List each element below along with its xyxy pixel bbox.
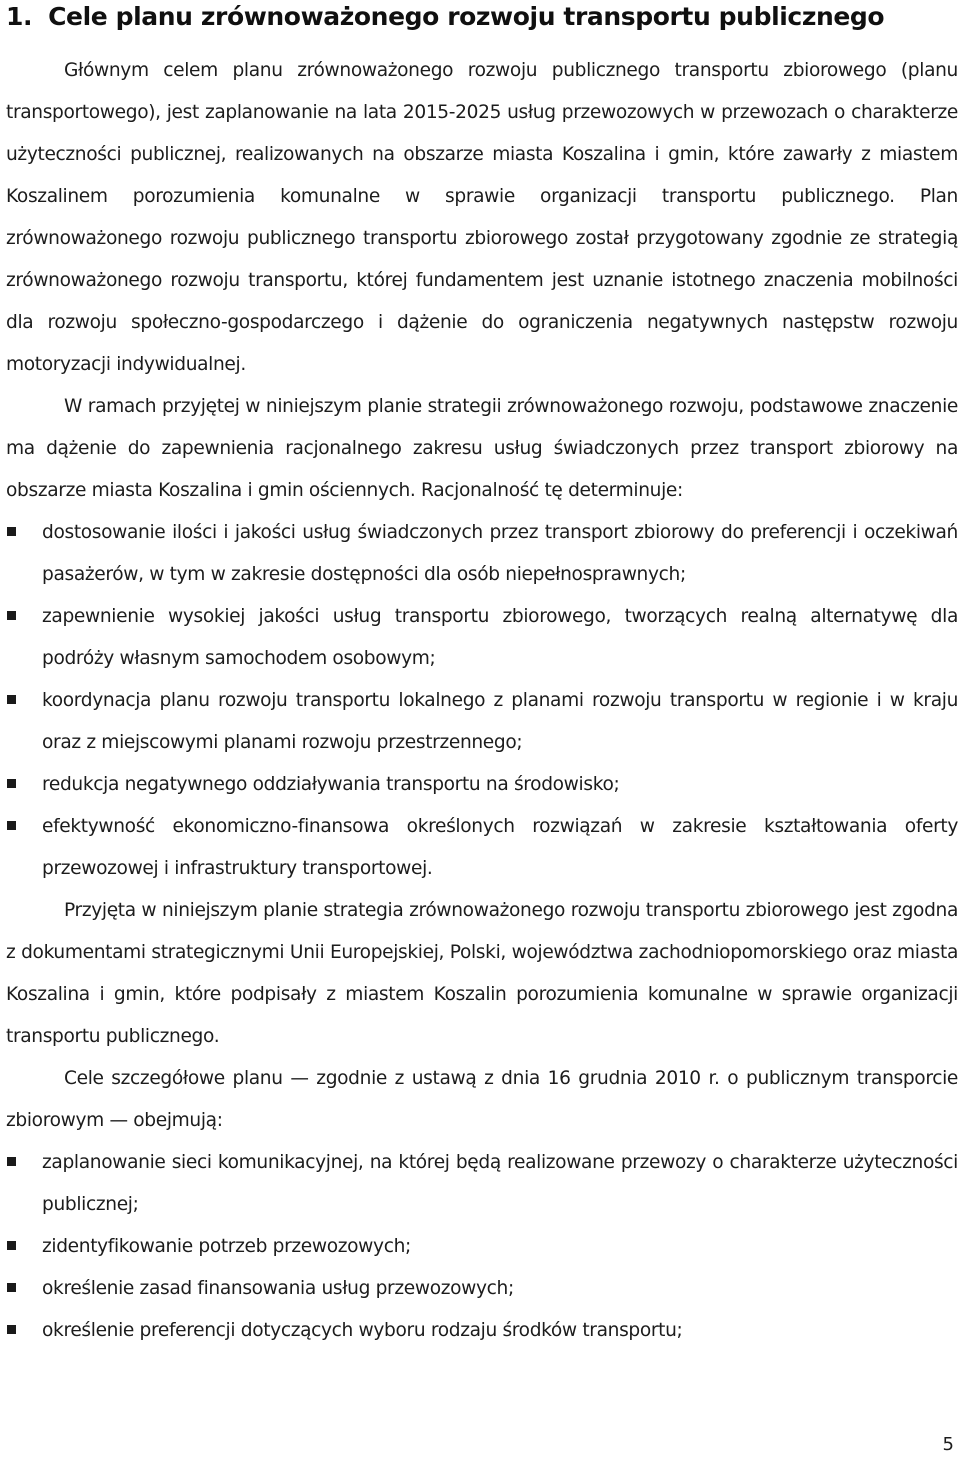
goals-lead-in-paragraph: Cele szczegółowe planu — zgodnie z ustawą z dnia 16 grudnia 2010 r. o publicznym transporcie zbiorowym — obejmują:: [6, 1068, 958, 1131]
list-item: [6, 1268, 958, 1310]
list-item-text: efektywność ekonomiczno-finansowa określonych rozwiązań w zakresie kształtowania oferty przewozowej i infrastruktury transportowej.: [42, 816, 958, 879]
list-item-text: zaplanowanie sieci komunikacyjnej, na której będą realizowane przewozy o charakterze użyteczności publicznej;: [42, 1152, 958, 1215]
document-page: [6, 0, 958, 1460]
intro-paragraph: [6, 50, 958, 386]
list-item: [6, 764, 958, 806]
square-bullet-icon: [7, 695, 16, 704]
square-bullet-icon: [7, 1241, 16, 1250]
goals-list: [6, 1142, 958, 1352]
list-item-text: określenie preferencji dotyczących wyboru rodzaju środków transportu;: [42, 1320, 683, 1341]
page-number: 5: [942, 1434, 954, 1455]
section-number: 1.: [6, 2, 33, 31]
section-title: Cele planu zrównoważonego rozwoju transportu publicznego: [48, 2, 885, 31]
strategy-intro-paragraph: [6, 386, 958, 512]
list-item-text: dostosowanie ilości i jakości usług świadczonych przez transport zbiorowy do preferencji i oczekiwań pasażerów, w tym w zakresie dostępności dla osób niepełnosprawnych;: [42, 522, 958, 585]
determinants-list: [6, 512, 958, 890]
list-item-text: zapewnienie wysokiej jakości usług transportu zbiorowego, tworzących realną alternatywę dla podróży własnym samochodem osobowym;: [42, 606, 958, 669]
list-item-text: koordynacja planu rozwoju transportu lokalnego z planami rozwoju transportu w regionie i w kraju oraz z miejscowymi planami rozwoju przestrzennego;: [42, 690, 958, 753]
list-item: [6, 596, 958, 680]
strategy-intro-sentence: W ramach przyjętej w niniejszym planie strategii zrównoważonego rozwoju, podstawowe znaczenie ma dążenie do zapewnienia racjonalnego zakresu usług świadczonych przez transport zbiorowy na obszarze miasta Koszalina i gmin ościennych.: [6, 396, 958, 501]
square-bullet-icon: [7, 611, 16, 620]
list-item: [6, 1226, 958, 1268]
square-bullet-icon: [7, 779, 16, 788]
list-item: [6, 680, 958, 764]
list-item: [6, 806, 958, 890]
square-bullet-icon: [7, 527, 16, 536]
square-bullet-icon: [7, 1157, 16, 1166]
square-bullet-icon: [7, 1283, 16, 1292]
list-item: [6, 512, 958, 596]
square-bullet-icon: [7, 1325, 16, 1334]
list-item-text: redukcja negatywnego oddziaływania transportu na środowisko;: [42, 774, 620, 795]
list-item-text: zidentyfikowanie potrzeb przewozowych;: [42, 1236, 411, 1257]
strategy-compliance-paragraph: Przyjęta w niniejszym planie strategia zrównoważonego rozwoju transportu zbiorowego jest zgodna z dokumentami strategicznymi Unii Europejskiej, Polski, województwa zachodniopomorskiego oraz miasta Koszalina i gmin, które podpisały z miastem Koszalin porozumienia komunalne w sprawie organizacji transportu publicznego.: [6, 900, 958, 1047]
intro-sentence-plan: Plan zrównoważonego rozwoju publicznego transportu zbiorowego został przygotowany zgodnie ze strategią zrównoważonego rozwoju transportu, której fundamentem jest uznanie istotnego znaczenia mobilności dla rozwoju społeczno-gospodarczego i dążenie do ograniczenia negatywnych następstw rozwoju motoryzacji indywidualnej.: [6, 186, 958, 375]
determinants-lead-in: Racjonalność tę determinuje:: [415, 480, 683, 501]
list-item-text: określenie zasad finansowania usług przewozowych;: [42, 1278, 514, 1299]
section-heading: [6, 0, 958, 34]
list-item: [6, 1310, 958, 1352]
square-bullet-icon: [7, 821, 16, 830]
list-item: [6, 1142, 958, 1226]
intro-sentence-goal: Głównym celem planu zrównoważonego rozwoju publicznego transportu zbiorowego (planu transportowego), jest zaplanowanie na lata 2015-2025 usług przewozowych w przewozach o charakterze użyteczności publicznej, realizowanych na obszarze miasta Koszalina i gmin, które zawarły z miastem Koszalinem porozumienia komunalne w sprawie organizacji transportu publicznego.: [6, 60, 958, 207]
